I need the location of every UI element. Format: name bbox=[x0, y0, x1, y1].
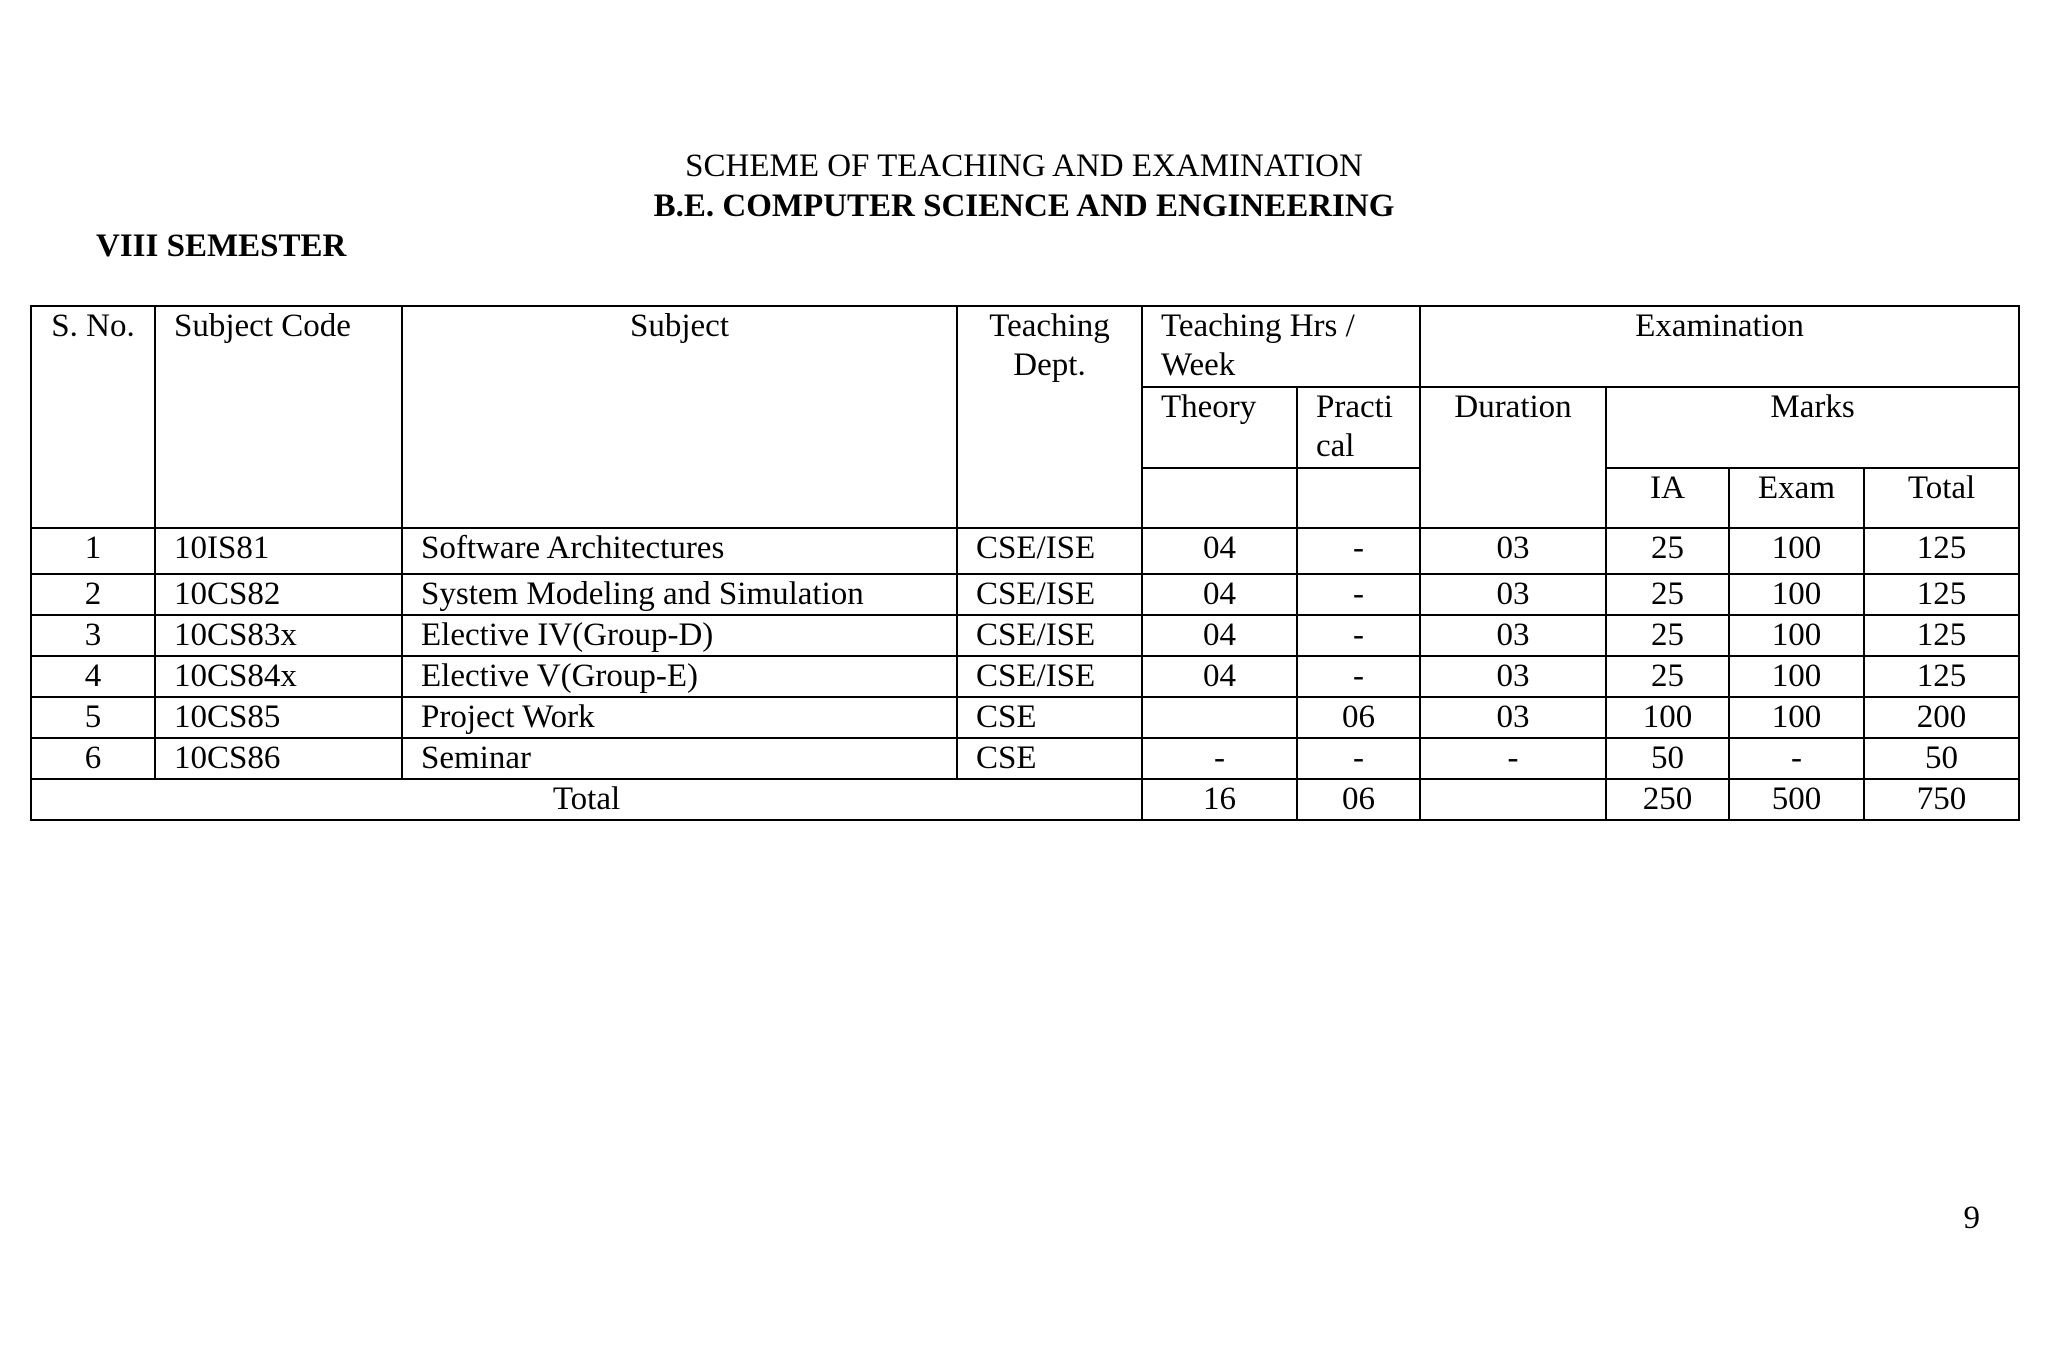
cell-subject: Seminar bbox=[402, 738, 957, 779]
cell-code: 10CS83x bbox=[155, 615, 402, 656]
table-row bbox=[31, 738, 2019, 779]
cell-dept: CSE bbox=[957, 738, 1142, 779]
program-title: B.E. COMPUTER SCIENCE AND ENGINEERING bbox=[653, 188, 1395, 224]
cell-sno: 2 bbox=[31, 574, 155, 615]
cell-total: 125 bbox=[1864, 615, 2019, 656]
cell-ia: 25 bbox=[1606, 574, 1729, 615]
cell-practical: - bbox=[1297, 574, 1420, 615]
totals-label: Total bbox=[31, 779, 1142, 820]
cell-sno: 1 bbox=[31, 528, 155, 574]
header-empty-practical bbox=[1297, 468, 1420, 528]
cell-ia: 25 bbox=[1606, 656, 1729, 697]
header-marks: Marks bbox=[1606, 387, 2019, 468]
header-total: Total bbox=[1864, 468, 2019, 528]
cell-ia: 100 bbox=[1606, 697, 1729, 738]
table-row bbox=[31, 615, 2019, 656]
cell-code: 10CS85 bbox=[155, 697, 402, 738]
cell-ia: 25 bbox=[1606, 615, 1729, 656]
cell-duration: 03 bbox=[1420, 656, 1606, 697]
cell-duration: 03 bbox=[1420, 697, 1606, 738]
totals-theory: 16 bbox=[1142, 779, 1297, 820]
header-theory: Theory bbox=[1142, 387, 1297, 468]
cell-duration: - bbox=[1420, 738, 1606, 779]
cell-dept: CSE bbox=[957, 697, 1142, 738]
cell-theory: - bbox=[1142, 738, 1297, 779]
cell-practical: - bbox=[1297, 615, 1420, 656]
cell-exam: 100 bbox=[1729, 615, 1864, 656]
table-row bbox=[31, 656, 2019, 697]
cell-theory: 04 bbox=[1142, 528, 1297, 574]
cell-code: 10IS81 bbox=[155, 528, 402, 574]
cell-subject: System Modeling and Simulation bbox=[402, 574, 957, 615]
header-sno: S. No. bbox=[31, 306, 155, 528]
cell-subject: Elective V(Group-E) bbox=[402, 656, 957, 697]
table-row bbox=[31, 528, 2019, 574]
table-row bbox=[31, 574, 2019, 615]
cell-duration: 03 bbox=[1420, 615, 1606, 656]
cell-exam: 100 bbox=[1729, 656, 1864, 697]
header-teaching-dept bbox=[957, 306, 1142, 528]
cell-theory: 04 bbox=[1142, 615, 1297, 656]
cell-code: 10CS86 bbox=[155, 738, 402, 779]
header-teaching-dept-line1: Teaching bbox=[989, 308, 1110, 344]
header-empty-theory bbox=[1142, 468, 1297, 528]
cell-code: 10CS84x bbox=[155, 656, 402, 697]
cell-exam: 100 bbox=[1729, 574, 1864, 615]
cell-dept: CSE/ISE bbox=[957, 656, 1142, 697]
cell-practical: - bbox=[1297, 738, 1420, 779]
cell-subject: Elective IV(Group-D) bbox=[402, 615, 957, 656]
page-number: 9 bbox=[1963, 1200, 1980, 1236]
cell-dept: CSE/ISE bbox=[957, 615, 1142, 656]
cell-sno: 4 bbox=[31, 656, 155, 697]
cell-sno: 5 bbox=[31, 697, 155, 738]
totals-total: 750 bbox=[1864, 779, 2019, 820]
semester-label: VIII SEMESTER bbox=[96, 228, 347, 264]
header-teaching-hrs bbox=[1142, 306, 1420, 387]
cell-theory: 04 bbox=[1142, 656, 1297, 697]
cell-total: 50 bbox=[1864, 738, 2019, 779]
header-duration: Duration bbox=[1420, 387, 1606, 528]
cell-subject: Project Work bbox=[402, 697, 957, 738]
header-row-1 bbox=[31, 306, 2019, 387]
totals-duration bbox=[1420, 779, 1606, 820]
cell-sno: 6 bbox=[31, 738, 155, 779]
cell-sno: 3 bbox=[31, 615, 155, 656]
cell-total: 125 bbox=[1864, 574, 2019, 615]
cell-theory bbox=[1142, 697, 1297, 738]
cell-ia: 50 bbox=[1606, 738, 1729, 779]
header-examination: Examination bbox=[1420, 306, 2019, 387]
cell-dept: CSE/ISE bbox=[957, 528, 1142, 574]
cell-duration: 03 bbox=[1420, 574, 1606, 615]
header-teaching-hrs-line2: Week bbox=[1161, 347, 1236, 383]
cell-exam: 100 bbox=[1729, 528, 1864, 574]
cell-practical: - bbox=[1297, 656, 1420, 697]
cell-exam: - bbox=[1729, 738, 1864, 779]
totals-ia: 250 bbox=[1606, 779, 1729, 820]
cell-ia: 25 bbox=[1606, 528, 1729, 574]
header-subject: Subject bbox=[402, 306, 957, 528]
header-practical-line1: Practi bbox=[1316, 389, 1393, 425]
header-exam: Exam bbox=[1729, 468, 1864, 528]
cell-total: 125 bbox=[1864, 656, 2019, 697]
header-subject-code: Subject Code bbox=[155, 306, 402, 528]
cell-practical: 06 bbox=[1297, 697, 1420, 738]
cell-duration: 03 bbox=[1420, 528, 1606, 574]
cell-theory: 04 bbox=[1142, 574, 1297, 615]
header-practical-line2: cal bbox=[1316, 428, 1355, 464]
cell-total: 200 bbox=[1864, 697, 2019, 738]
cell-subject: Software Architectures bbox=[402, 528, 957, 574]
totals-practical: 06 bbox=[1297, 779, 1420, 820]
header-practical bbox=[1297, 387, 1420, 468]
totals-exam: 500 bbox=[1729, 779, 1864, 820]
header-teaching-hrs-line1: Teaching Hrs / bbox=[1161, 308, 1355, 344]
cell-practical: - bbox=[1297, 528, 1420, 574]
totals-row bbox=[31, 779, 2019, 820]
cell-exam: 100 bbox=[1729, 697, 1864, 738]
header-teaching-dept-line2: Dept. bbox=[1013, 347, 1086, 383]
cell-total: 125 bbox=[1864, 528, 2019, 574]
cell-dept: CSE/ISE bbox=[957, 574, 1142, 615]
table-row bbox=[31, 697, 2019, 738]
document-title: SCHEME OF TEACHING AND EXAMINATION bbox=[685, 148, 1363, 184]
header-ia: IA bbox=[1606, 468, 1729, 528]
scheme-table bbox=[30, 305, 2020, 821]
cell-code: 10CS82 bbox=[155, 574, 402, 615]
